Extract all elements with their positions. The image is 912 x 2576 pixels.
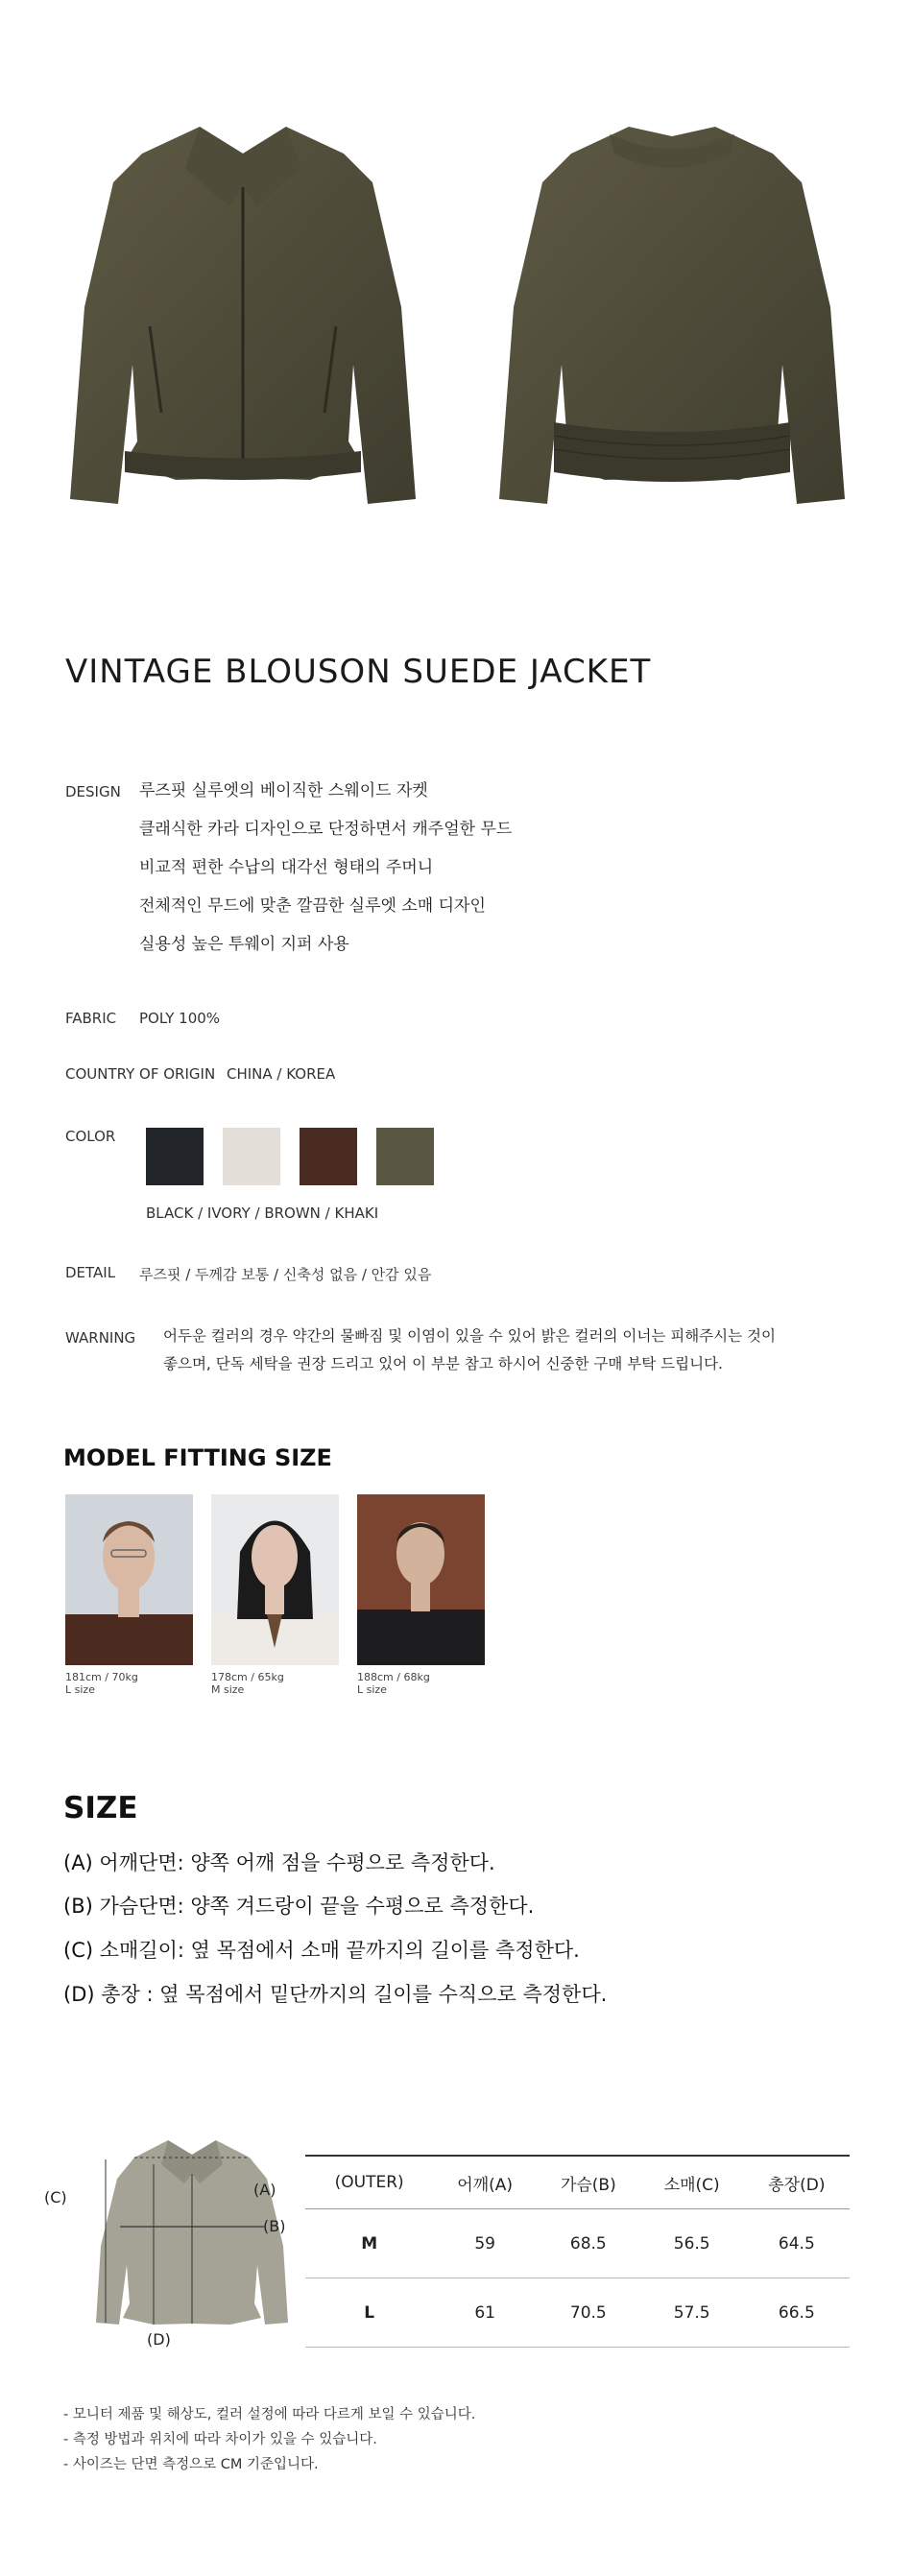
size-table-header-cell: (OUTER) [305,2156,433,2209]
size-table-cell: 57.5 [640,2278,744,2348]
model-size: L size [357,1683,387,1696]
product-title: VINTAGE BLOUSON SUEDE JACKET [65,653,652,691]
design-line: 루즈핏 실루엣의 베이직한 스웨이드 자켓 [139,781,428,800]
model-stats: 181cm / 70kg [65,1671,138,1683]
model-stats: 188cm / 68kg [357,1671,430,1683]
size-table-cell: M [305,2209,433,2278]
size-table-row [305,2278,850,2348]
model-photo-1 [65,1494,193,1665]
size-item-d: (D) 총장 : 옆 목점에서 밑단까지의 길이를 수직으로 측정한다. [63,1983,608,2006]
size-item-b: (B) 가슴단면: 양쪽 겨드랑이 끝을 수평으로 측정한다. [63,1895,535,1918]
design-label: DESIGN [65,783,121,800]
warning-label: WARNING [65,1329,136,1347]
fabric-value: POLY 100% [139,1010,221,1027]
color-names: BLACK / IVORY / BROWN / KHAKI [146,1205,379,1222]
size-table-header-cell: 어깨(A) [433,2156,537,2209]
model-size: M size [211,1683,245,1696]
size-table-cell: 61 [433,2278,537,2348]
model-caption-1 [65,1671,138,1696]
size-heading: SIZE [63,1791,138,1825]
size-table-header [305,2156,850,2209]
size-note: - 측정 방법과 위치에 따라 차이가 있을 수 있습니다. [63,2432,377,2447]
size-notes [63,2402,475,2477]
size-table-cell: 59 [433,2209,537,2278]
size-table-cell: 70.5 [537,2278,640,2348]
model-stats: 178cm / 65kg [211,1671,284,1683]
warning-line: 어두운 컬러의 경우 약간의 물빠짐 및 이염이 있을 수 있어 밝은 컬러의 이너는 피해주시는 것이 [163,1327,776,1345]
model-photo-2 [211,1494,339,1665]
model-fitting-heading: MODEL FITTING SIZE [63,1444,332,1471]
size-note: - 사이즈는 단면 측정으로 CM 기준입니다. [63,2457,319,2472]
diagram-label-c: (C) [44,2188,67,2206]
design-line: 전체적인 무드에 맞춘 깔끔한 실루엣 소매 디자인 [139,896,486,916]
size-table-cell: L [305,2278,433,2348]
jacket-back-image [494,115,850,518]
size-table-cell: 66.5 [744,2278,850,2348]
size-item-c: (C) 소매길이: 옆 목점에서 소매 끝까지의 길이를 측정한다. [63,1939,580,1962]
size-table [305,2155,850,2348]
diagram-label-b: (B) [263,2217,286,2235]
size-table-header-cell: 총장(D) [744,2156,850,2209]
measurement-diagram [96,2121,288,2351]
model-size: L size [65,1683,95,1696]
color-swatch-black [146,1128,204,1185]
size-table-cell: 64.5 [744,2209,850,2278]
size-table-cell: 68.5 [537,2209,640,2278]
size-table-row [305,2209,850,2278]
color-swatch-ivory [223,1128,280,1185]
warning-line: 좋으며, 단독 세탁을 권장 드리고 있어 이 부분 참고 하시어 신중한 구매 부탁 드립니다. [163,1355,723,1372]
color-swatch-khaki [376,1128,434,1185]
diagram-label-d: (D) [147,2330,171,2349]
size-table-header-cell: 가슴(B) [537,2156,640,2209]
size-table-cell: 56.5 [640,2209,744,2278]
warning-text [163,1323,835,1378]
detail-label: DETAIL [65,1264,116,1281]
size-note: - 모니터 제품 및 해상도, 컬러 설정에 따라 다르게 보일 수 있습니다. [63,2407,476,2422]
color-swatch-brown [300,1128,357,1185]
design-line: 클래식한 카라 디자인으로 단정하면서 캐주얼한 무드 [139,820,513,839]
model-photo-3 [357,1494,485,1665]
size-item-a: (A) 어깨단면: 양쪽 어깨 점을 수평으로 측정한다. [63,1851,495,1874]
fabric-label: FABRIC [65,1010,117,1027]
jacket-front-image [65,115,420,518]
detail-value: 루즈핏 / 두께감 보통 / 신축성 없음 / 안감 있음 [139,1266,432,1283]
origin-label: COUNTRY OF ORIGIN [65,1065,216,1083]
color-label: COLOR [65,1128,116,1145]
design-lines [139,779,512,971]
design-line: 비교적 편한 수납의 대각선 형태의 주머니 [139,858,434,877]
origin-value: CHINA / KOREA [227,1065,336,1083]
size-table-header-cell: 소매(C) [640,2156,744,2209]
diagram-label-a: (A) [253,2181,276,2199]
design-line: 실용성 높은 투웨이 지퍼 사용 [139,935,349,954]
model-caption-2 [211,1671,284,1696]
model-caption-3 [357,1671,430,1696]
